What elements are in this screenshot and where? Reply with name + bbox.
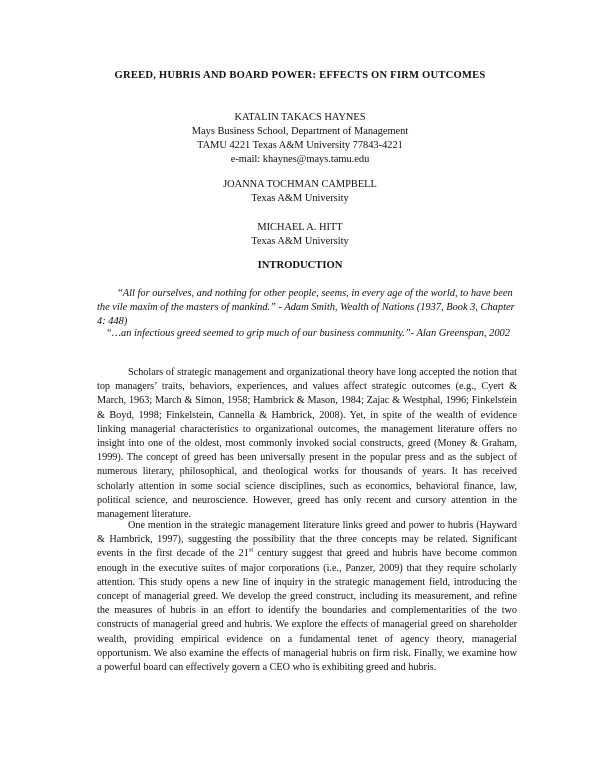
author-affiliation: Texas A&M University <box>251 193 349 204</box>
author-name: KATALIN TAKACS HAYNES <box>234 112 366 123</box>
author-block-1 <box>0 111 600 167</box>
author-block-2 <box>0 178 600 206</box>
paragraph-text: century suggest that greed and hubris have become common enough in the executive suites of major corporations (i.e., Panzer, 2009) that they require scholarly attention. This study opens a new line of inquiry in the strategic management field, introducing the concept of managerial greed. We develop the greed construct, including its measurement, and refine the measures of hubris in an effort to identify the boundaries and complementarities of the two constructs of managerial greed and hubris. We explore the effects of managerial greed on shareholder wealth, providing empirical evidence on a fundamental tenet of agency theory, managerial opportunism. We also examine the effects of managerial hubris on firm risk. Finally, we examine how a powerful board can effectively govern a CEO who is exhibiting greed and hubris. <box>97 548 518 674</box>
superscript: st <box>248 547 254 555</box>
paragraph-text: One mention in the strategic management literature links greed and power to hubris (Hayward & Hambrick, 1997), suggesting the possibility that the three concepts may be related. Significant events in the first decade of the 21 <box>97 520 517 560</box>
epigraph-quote: “All for ourselves, and nothing for other people, seems, in every age of the world, to have been the vile maxim of the masters of mankind.” - Adam Smith, Wealth of Nations (1937, Book 3, Chapter 4: 448) <box>97 288 515 327</box>
author-affiliation: Mays Business School, Department of Management <box>191 126 409 137</box>
author-address: TAMU 4221 Texas A&M University 77843-4221 <box>197 140 403 151</box>
author-affiliation: Texas A&M University <box>251 236 349 247</box>
epigraph-quote: “…an infectious greed seemed to grip much of our business community.”- Alan Greenspan, 2002 <box>106 328 510 339</box>
author-name: JOANNA TOCHMAN CAMPBELL <box>223 179 377 190</box>
author-block-3 <box>0 221 600 249</box>
author-name: MICHAEL A. HITT <box>257 222 343 233</box>
section-heading: INTRODUCTION <box>257 260 343 271</box>
body-paragraph: Scholars of strategic management and organizational theory have long accepted the notion that top managers’ traits, behaviors, experiences, and values affect strategic outcomes (e.g., Cyert & March, 1963; March & Simon, 1958; Hambrick & Mason, 1984; Zajac & Westphal, 1996; Finkelstein & Boyd, 1998; Finkelstein, Cannella & Hambrick, 2008). Yet, in spite of the wealth of evidence linking managerial characteristics to organizational outcomes, the management literature offers no insight into one of the oldest, most commonly invoked social constructs, greed (Money & Graham, 1999). The concept of greed has been universally present in the popular press and as the subject of numerous literary, philosophical, and theological works for thousands of years. It has received scholarly attention in some social science disciplines, such as economics, behavioral finance, law, political science, and neuroscience. However, greed has only recent and cursory attention in the management literature. <box>97 367 517 521</box>
body-paragraph <box>97 519 517 675</box>
author-email: e-mail: khaynes@mays.tamu.edu <box>230 154 370 165</box>
paper-title: GREED, HUBRIS AND BOARD POWER: EFFECTS ON FIRM OUTCOMES <box>114 70 486 81</box>
